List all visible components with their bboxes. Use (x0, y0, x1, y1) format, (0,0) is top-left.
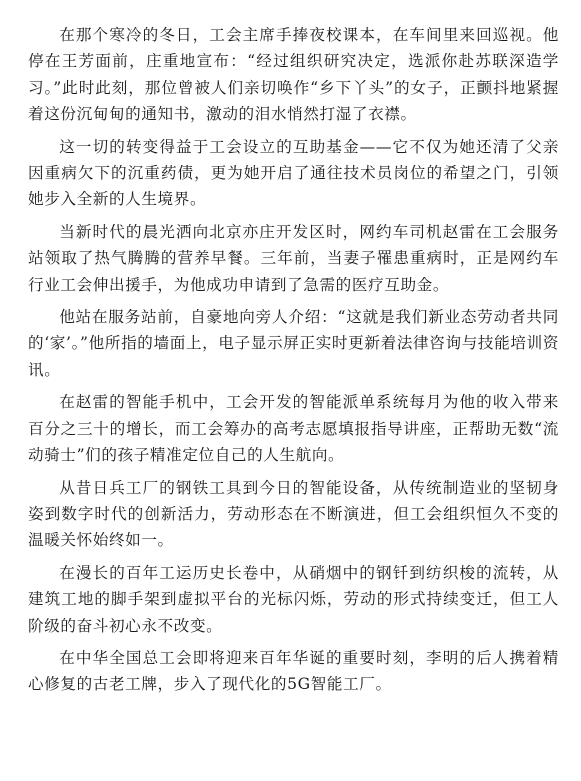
paragraph-8: 在中华全国总工会即将迎来百年华诞的重要时刻，李明的后人携着精心修复的古老工牌，步入了现代化的5G智能工厂。 (28, 648, 559, 694)
paragraph-1: 在那个寒冷的冬日，工会主席手捧夜校课本，在车间里来回巡视。他停在王芳面前，庄重地宣布：“经过组织研究决定，选派你赴苏联深造学习。”此时此刻，那位曾被人们亲切唤作“乡下丫头”的女子，正颤抖地紧握着这份沉甸甸的通知书，激动的泪水悄然打湿了衣襟。 (28, 26, 559, 124)
paragraph-6: 从昔日兵工厂的钢铁工具到今日的智能设备，从传统制造业的坚韧身姿到数字时代的创新活力，劳动形态在不断演进，但工会组织恒久不变的温暖关怀始终如一。 (28, 478, 559, 550)
paragraph-4: 他站在服务站前，自豪地向旁人介绍：“这就是我们新业态劳动者共同的‘家’。”他所指的墙面上，电子显示屏正实时更新着法律咨询与技能培训资讯。 (28, 308, 559, 379)
paragraph-3: 当新时代的晨光洒向北京亦庄开发区时，网约车司机赵雷在工会服务站领取了热气腾腾的营养早餐。三年前，当妻子罹患重病时，正是网约车行业工会伸出援手，为他成功申请到了急需的医疗互助金。 (28, 222, 559, 294)
paragraph-5: 在赵雷的智能手机中，工会开发的智能派单系统每月为他的收入带来百分之三十的增长，而工会筹办的高考志愿填报指导讲座，正帮助无数“流动骑士”们的孩子精准定位自己的人生航向。 (28, 393, 559, 465)
paragraph-2: 这一切的转变得益于工会设立的互助基金——它不仅为她还清了父亲因重病欠下的沉重药债，更为她开启了通往技术员岗位的希望之门，引领她步入全新的人生境界。 (28, 137, 559, 209)
paragraph-7: 在漫长的百年工运历史长卷中，从硝烟中的钢钎到纺织梭的流转，从建筑工地的脚手架到虚拟平台的光标闪烁，劳动的形式持续变迁，但工人阶级的奋斗初心永不改变。 (28, 563, 559, 635)
